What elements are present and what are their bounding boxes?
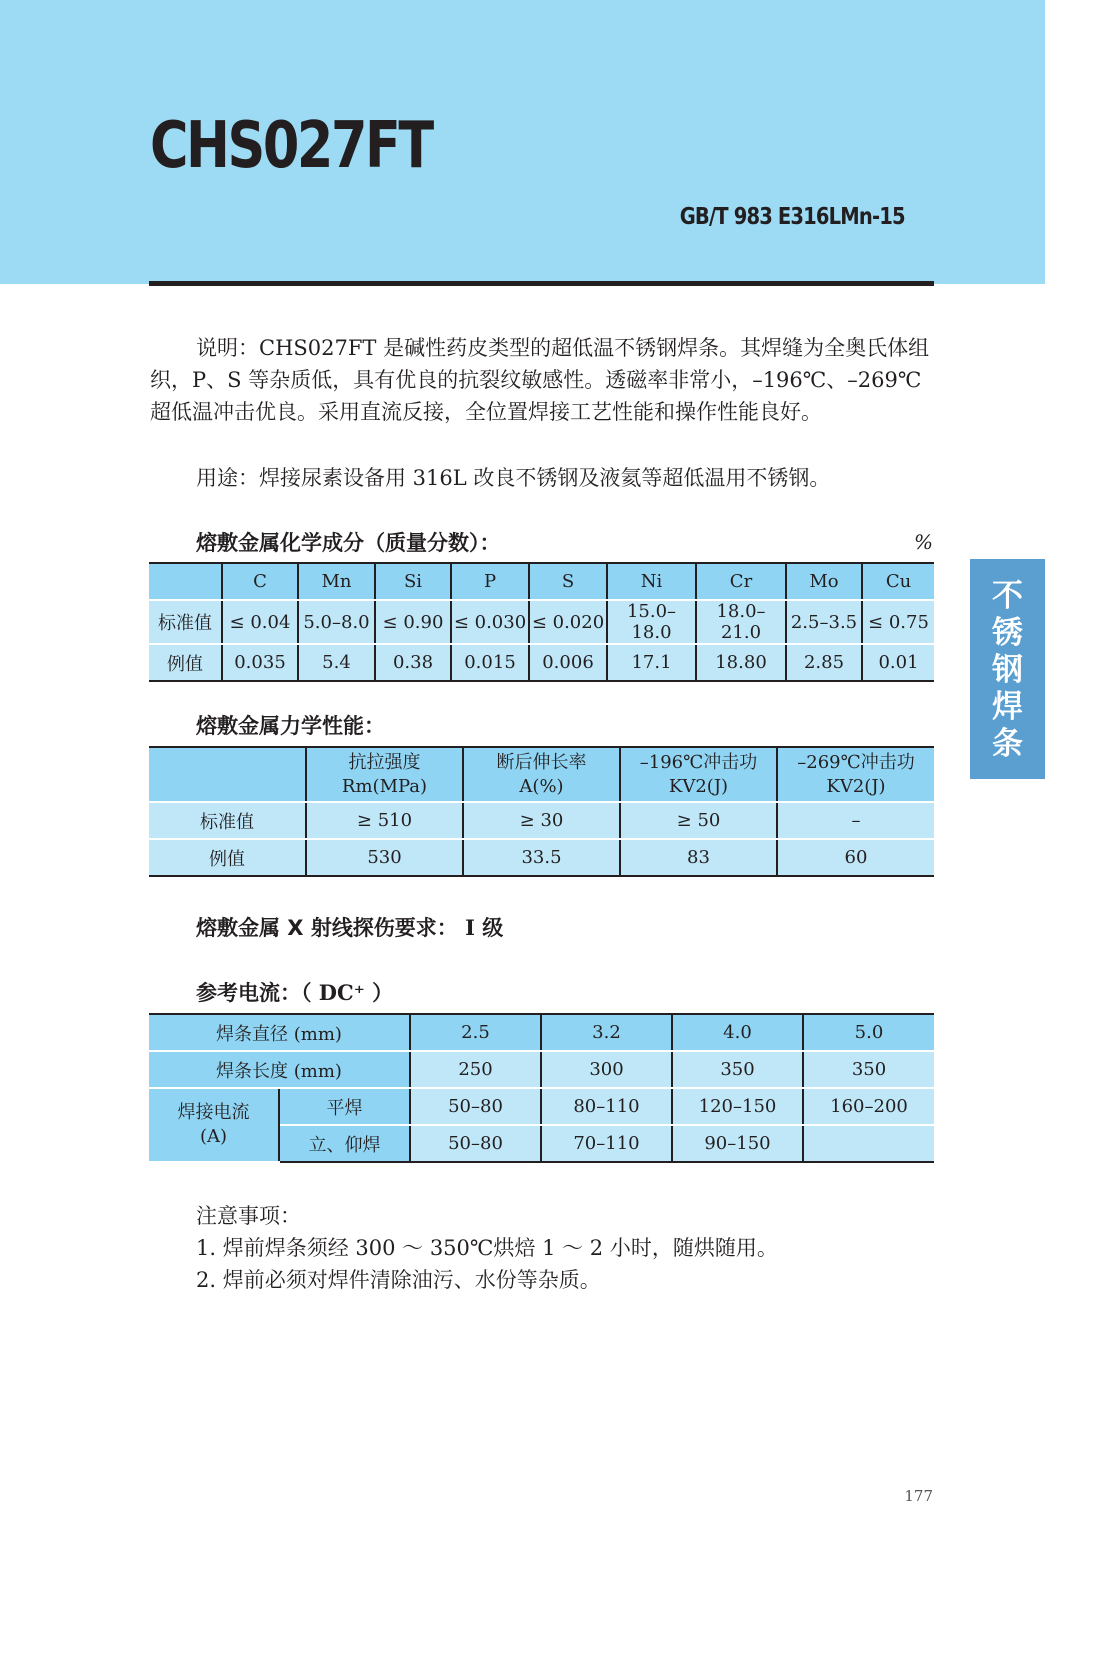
- table-cell: 5.4: [298, 644, 375, 681]
- table-cell: 2.85: [786, 644, 862, 681]
- chem-header: Mo: [786, 563, 862, 600]
- table-cell: 80–110: [541, 1088, 672, 1125]
- table-cell: 4.0: [672, 1014, 803, 1051]
- notes-section: [196, 1200, 778, 1296]
- note-item: 1. 焊前焊条须经 300 ～ 350℃烘焙 1 ～ 2 小时，随烘随用。: [196, 1236, 778, 1260]
- table-cell: 250: [410, 1051, 541, 1088]
- table-cell: ≥ 30: [463, 802, 620, 839]
- table-cell: 0.015: [451, 644, 529, 681]
- table-cell: 5.0–8.0: [298, 600, 375, 644]
- description-text: CHS027FT 是碱性药皮类型的超低温不锈钢焊条。其焊缝为全奥氏体组织，P、S 等杂质低，具有优良的抗裂纹敏感性。透磁率非常小，–196℃、–269℃超低温冲击优良。采用直流反接，全位置焊接工艺性能和操作性能良好。: [150, 336, 930, 424]
- current-section: [196, 978, 393, 1008]
- product-title: CHS027FT: [150, 109, 432, 183]
- chem-header: Cr: [696, 563, 786, 600]
- length-label: 焊条长度 (mm): [149, 1051, 410, 1088]
- usage-paragraph: [150, 462, 935, 494]
- description-label: 说明：: [196, 336, 259, 360]
- table-cell: ≤ 0.90: [375, 600, 451, 644]
- mech-table: [149, 746, 934, 877]
- chem-header: Cu: [862, 563, 934, 600]
- welding-label: 焊接电流: [177, 1102, 250, 1123]
- usage-text: 焊接尿素设备用 316L 改良不锈钢及液氦等超低温用不锈钢。: [259, 466, 831, 490]
- table-cell: ≥ 50: [620, 802, 777, 839]
- flat-label: 平焊: [279, 1088, 410, 1125]
- table-cell: 2.5–3.5: [786, 600, 862, 644]
- vertical-label: 立、仰焊: [279, 1125, 410, 1162]
- chem-header: [149, 563, 222, 600]
- table-row: [149, 1014, 934, 1051]
- welding-current-label: [149, 1088, 279, 1162]
- table-row: [149, 600, 934, 644]
- chem-header: Mn: [298, 563, 375, 600]
- table-cell: ≤ 0.75: [862, 600, 934, 644]
- chem-title: 熔敷金属化学成分（质量分数）：: [196, 531, 501, 555]
- row-label: 标准值: [149, 802, 306, 839]
- welding-unit: (A): [199, 1126, 228, 1147]
- table-cell: 530: [306, 839, 463, 876]
- table-cell: 3.2: [541, 1014, 672, 1051]
- chem-header: S: [529, 563, 607, 600]
- usage-label: 用途：: [196, 466, 259, 490]
- table-cell: 90–150: [672, 1125, 803, 1162]
- header-line: KV2(J): [668, 775, 729, 797]
- table-cell: 18.0–21.0: [696, 600, 786, 644]
- table-cell: 350: [672, 1051, 803, 1088]
- chem-header: P: [451, 563, 529, 600]
- mech-header: [463, 747, 620, 802]
- chem-unit: %: [913, 530, 933, 554]
- table-row: [149, 802, 934, 839]
- table-cell: 160–200: [803, 1088, 934, 1125]
- table-cell: [803, 1125, 934, 1162]
- row-label: 标准值: [149, 600, 222, 644]
- table-cell: ≤ 0.04: [222, 600, 298, 644]
- table-cell: 17.1: [607, 644, 696, 681]
- current-table: [149, 1013, 934, 1163]
- table-cell: 300: [541, 1051, 672, 1088]
- standard-code: GB/T 983 E316LMn-15: [679, 204, 905, 230]
- header-line: –196℃冲击功: [639, 751, 758, 773]
- header-line: 断后伸长率: [496, 751, 587, 773]
- table-cell: 0.035: [222, 644, 298, 681]
- table-cell: 0.006: [529, 644, 607, 681]
- chem-header-row: [149, 563, 934, 600]
- table-cell: ≤ 0.030: [451, 600, 529, 644]
- chem-header: C: [222, 563, 298, 600]
- table-cell: 50–80: [410, 1125, 541, 1162]
- chem-header: Si: [375, 563, 451, 600]
- category-tab[interactable]: [970, 559, 1045, 779]
- xray-section: [196, 913, 503, 943]
- chem-header: Ni: [607, 563, 696, 600]
- mech-header-empty: [149, 747, 306, 802]
- description-paragraph: [150, 332, 935, 428]
- table-row: [149, 839, 934, 876]
- header-line: Rm(MPa): [341, 775, 428, 797]
- mech-header: [777, 747, 934, 802]
- table-cell: 0.38: [375, 644, 451, 681]
- notes-title: 注意事项：: [196, 1204, 301, 1228]
- table-cell: 2.5: [410, 1014, 541, 1051]
- diameter-label: 焊条直径 (mm): [149, 1014, 410, 1051]
- table-row: [149, 644, 934, 681]
- table-cell: 83: [620, 839, 777, 876]
- xray-value: I 级: [465, 915, 504, 940]
- table-cell: –: [777, 802, 934, 839]
- table-row: [149, 1088, 934, 1125]
- table-cell: 0.01: [862, 644, 934, 681]
- row-label: 例值: [149, 839, 306, 876]
- xray-title: 熔敷金属 X 射线探伤要求：: [196, 916, 458, 940]
- table-cell: 5.0: [803, 1014, 934, 1051]
- table-cell: 18.80: [696, 644, 786, 681]
- row-label: 例值: [149, 644, 222, 681]
- header-line: –269℃冲击功: [797, 751, 915, 773]
- page-number: 177: [904, 1487, 933, 1505]
- table-cell: 350: [803, 1051, 934, 1088]
- table-cell: 15.0–18.0: [607, 600, 696, 644]
- header-rule: [149, 281, 934, 286]
- chem-table: [149, 562, 934, 682]
- mech-header: [620, 747, 777, 802]
- table-cell: ≥ 510: [306, 802, 463, 839]
- header-line: A(%): [519, 775, 564, 797]
- table-cell: 70–110: [541, 1125, 672, 1162]
- category-tab-label: 不锈钢焊条: [992, 578, 1023, 762]
- current-mode: （ DC⁺ ）: [301, 980, 394, 1005]
- table-cell: ≤ 0.020: [529, 600, 607, 644]
- table-cell: 60: [777, 839, 934, 876]
- header-line: KV2(J): [826, 775, 886, 797]
- table-cell: 120–150: [672, 1088, 803, 1125]
- mech-header: [306, 747, 463, 802]
- table-cell: 50–80: [410, 1088, 541, 1125]
- table-row: [149, 1051, 934, 1088]
- table-cell: 33.5: [463, 839, 620, 876]
- mech-header-row: [149, 747, 934, 802]
- header-line: 抗拉强度: [348, 751, 421, 773]
- mech-title: 熔敷金属力学性能：: [196, 714, 385, 738]
- note-item: 2. 焊前必须对焊件清除油污、水份等杂质。: [196, 1268, 601, 1292]
- current-title: 参考电流：: [196, 981, 301, 1005]
